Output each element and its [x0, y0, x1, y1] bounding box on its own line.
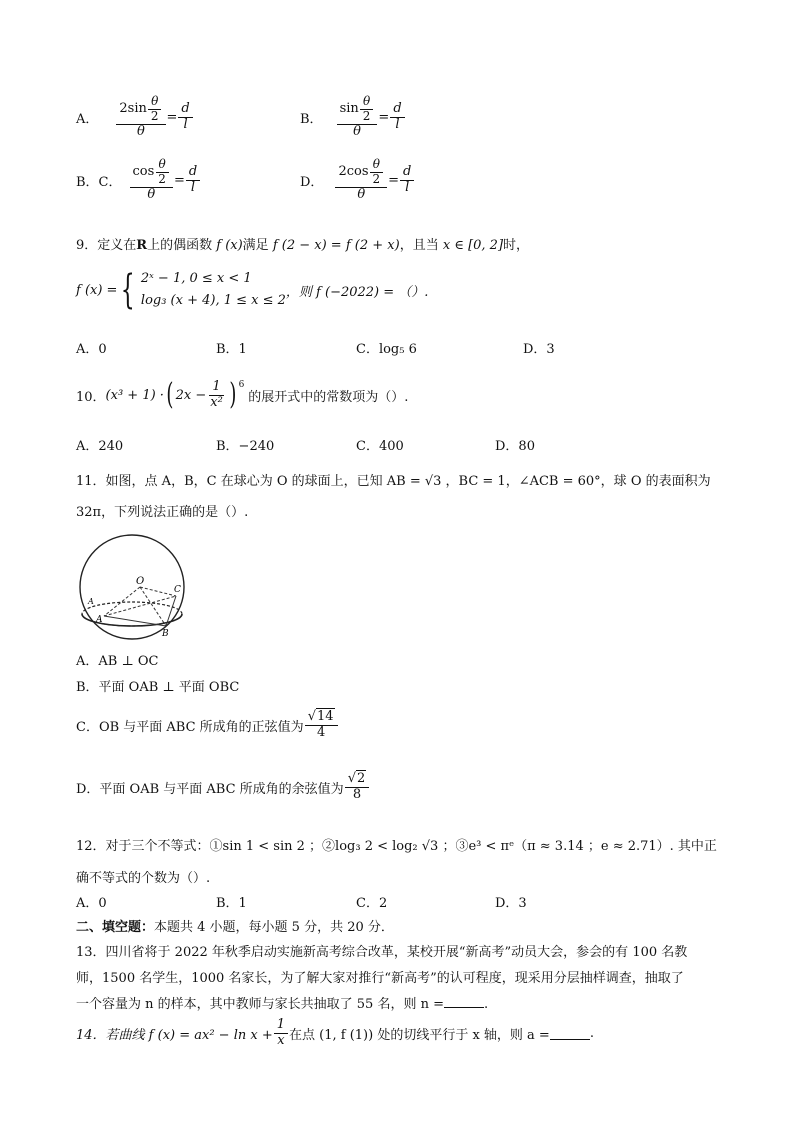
text: x ∈ [0, 2]	[442, 238, 504, 253]
q11-option-d: D．平面 OAB 与平面 ABC 所成角的余弦值为 $\frac{√2}{8}$	[76, 772, 370, 803]
text: f (2 − x) = f (2 + x)	[272, 238, 400, 253]
text: 一个容量为 n 的样本，其中教师与家长共抽取了 55 名，则 n =	[76, 997, 444, 1012]
option-label: D．	[300, 174, 324, 190]
text: 9．定义在	[76, 238, 137, 253]
q14-stem	[76, 1018, 594, 1049]
point-o-label: O	[136, 576, 145, 587]
q12-option-d: D．3	[495, 896, 527, 911]
q10-option-d: D．80	[495, 439, 535, 454]
text: 在点 (1, f (1)) 处的切线平行于 x 轴，则 a =	[289, 1027, 550, 1043]
text: (x³ + 1) ·	[105, 387, 164, 403]
text: .	[589, 1025, 594, 1041]
fraction	[337, 95, 378, 140]
text: 满足	[242, 238, 269, 253]
text: =	[173, 172, 185, 188]
text: 2	[362, 108, 371, 123]
text: 1	[209, 380, 223, 396]
brace-icon: {	[121, 267, 136, 314]
q11-option-a: A．AB ⊥ OC	[76, 654, 159, 669]
section-desc: 本题共 4 小题，每小题 5 分，共 20 分．	[154, 920, 394, 935]
q8-option-b	[300, 95, 406, 140]
text: 2	[356, 771, 366, 786]
text: 2	[158, 171, 166, 186]
text: l	[405, 179, 410, 195]
text: d	[400, 165, 414, 181]
paren-icon: )	[229, 377, 237, 413]
text: cos	[132, 163, 155, 179]
answer-blank[interactable]	[550, 1027, 590, 1040]
option-label: B．C．	[76, 174, 122, 190]
text: θ	[360, 95, 373, 110]
point-b-label: B	[162, 629, 169, 639]
point-c-label: C	[174, 585, 181, 595]
text: ，则 f (−2022) = （）.	[285, 284, 429, 300]
text: 10．	[76, 389, 106, 405]
text: R	[136, 238, 148, 253]
text: 2x −	[175, 387, 207, 403]
q8-option-d	[300, 158, 415, 203]
q13-line1: 13．四川省将于 2022 年秋季启动实施新高考综合改革，某校开展“新高考”动员大会，参会的有 100 名教	[76, 945, 688, 960]
exponent: 6	[238, 380, 245, 390]
q11-stem-line1: 11．如图，点 A，B，C 在球心为 O 的球面上，已知 AB = √3 ，BC = 1，∠ACB = 60°，球 O 的表面积为	[76, 474, 711, 489]
text: 2	[372, 171, 381, 186]
text: =	[166, 109, 178, 125]
cases	[141, 268, 286, 312]
point-a-aux-label: A	[88, 597, 94, 606]
text: ，且当	[399, 238, 439, 253]
option-label: A．	[76, 111, 99, 127]
section-title: 二、填空题：	[76, 920, 155, 935]
case-1: 2ˣ − 1, 0 ≤ x < 1	[140, 271, 252, 286]
q11-option-b: B．平面 OAB ⊥ 平面 OBC	[76, 680, 240, 695]
text: 4	[316, 724, 326, 740]
text: f (x)	[216, 238, 243, 253]
text: f (x) =	[76, 282, 118, 298]
paren-icon: (	[166, 377, 174, 413]
q10-option-c: C．400	[356, 439, 404, 454]
q10-option-a: A．240	[76, 439, 124, 454]
text: 14	[316, 709, 334, 724]
text: sin	[339, 100, 359, 116]
text: x²	[210, 394, 223, 410]
text: l	[395, 116, 400, 132]
q9-stem	[76, 234, 529, 253]
q12-option-a: A．0	[76, 896, 107, 911]
text: d	[390, 102, 404, 118]
q8-option-a	[76, 95, 194, 140]
point-a-label: A	[96, 615, 103, 625]
text: 上的偶函数	[147, 238, 213, 253]
q9-piecewise	[76, 268, 428, 312]
q9-option-c: C．log₅ 6	[356, 342, 417, 357]
text: 8	[352, 786, 362, 802]
section-2-heading	[76, 916, 394, 935]
text: θ	[357, 186, 366, 202]
fraction	[130, 158, 173, 203]
text: =	[378, 109, 390, 125]
option-label: B．	[300, 111, 323, 127]
text: θ	[370, 158, 383, 173]
q12-stem-line1: 12．对于三个不等式：①sin 1 < sin 2 ；②log₃ 2 < log₂ √3 ；③e³ < πᵉ（π ≈ 3.14 ；e ≈ 2.71）. 其中正	[76, 839, 717, 854]
sphere-figure	[74, 530, 194, 645]
text: 2	[150, 108, 159, 123]
text: θ	[147, 186, 156, 202]
text: C．OB 与平面 ABC 所成角的正弦值为	[76, 719, 304, 735]
text: l	[183, 116, 188, 132]
q9-option-a: A．0	[76, 342, 107, 357]
q11-stem-line2: 32π，下列说法正确的是（）.	[76, 505, 249, 520]
q13-line2: 师，1500 名学生，1000 名家长，为了解大家对推行“新高考”的认可程度，现采用分层抽样调查，抽取了	[76, 971, 684, 986]
q10-option-b: B．−240	[216, 439, 275, 454]
text: 1	[274, 1018, 288, 1034]
text: θ	[148, 95, 161, 110]
text: 2sin	[119, 100, 147, 116]
case-2: log₃ (x + 4), 1 ≤ x ≤ 2	[140, 293, 286, 309]
q13-line3	[76, 993, 488, 1012]
q11-option-c: C．OB 与平面 ABC 所成角的正弦值为 $\frac{√14}{4}$	[76, 710, 339, 741]
text: θ	[156, 158, 169, 173]
fraction	[116, 95, 165, 140]
q10-stem	[76, 377, 409, 413]
text: =	[388, 172, 400, 188]
answer-blank[interactable]	[444, 995, 484, 1008]
q12-option-c: C．2	[356, 896, 388, 911]
q12-stem-line2: 确不等式的个数为（）.	[76, 871, 211, 886]
fraction	[335, 158, 387, 203]
text: 14．若曲线 f (x) = ax² − ln x +	[76, 1027, 273, 1043]
text: x	[277, 1032, 285, 1048]
q9-option-b: B．1	[216, 342, 247, 357]
text: d	[186, 165, 200, 181]
text: θ	[137, 123, 145, 139]
text: d	[178, 102, 192, 118]
q9-option-d: D．3	[523, 342, 555, 357]
text: 的展开式中的常数项为（）.	[248, 389, 409, 405]
text: .	[483, 997, 489, 1012]
text: 2cos	[338, 163, 369, 179]
text: θ	[353, 123, 361, 139]
q8-option-c	[76, 158, 201, 203]
text: 时，	[503, 238, 530, 253]
text: l	[190, 179, 196, 195]
text: D．平面 OAB 与平面 ABC 所成角的余弦值为	[76, 781, 344, 797]
q12-option-b: B．1	[216, 896, 247, 911]
